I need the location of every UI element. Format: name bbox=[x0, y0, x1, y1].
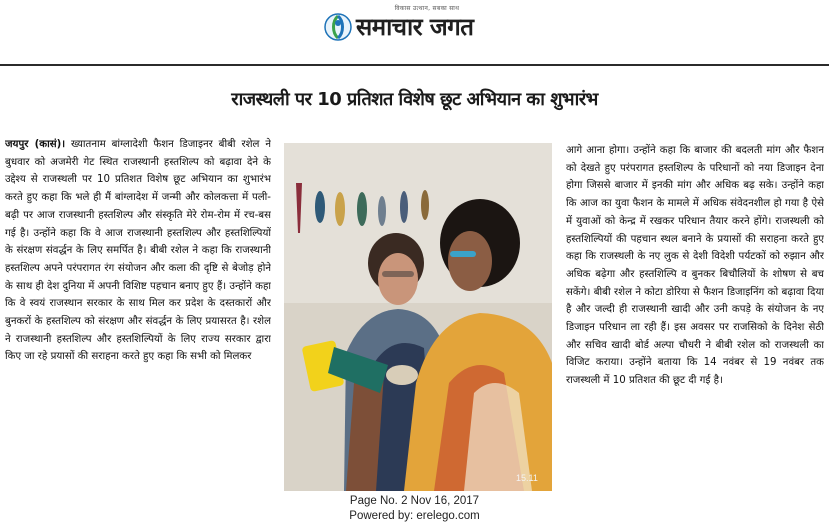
masthead bbox=[0, 0, 829, 60]
article-dateline: जयपुर (कासं)। bbox=[5, 139, 66, 150]
masthead-divider bbox=[0, 64, 829, 66]
logo-globe-icon bbox=[323, 12, 353, 42]
article-column-right: आगे आना होगा। उन्होंने कहा कि बाजार की बदलती मांग और फैशन को देखते हुए परंपरागत हस्तशिल्प के परिधानों को नया डिजाइन देना होगा जिससे बाजार में इनकी मांग और अधिक बढ़ सके। उन्होंने कहा कि आज का युवा फैशन के मामले में अधिक संवेदनशील हो गया है ऐसे में युवाओं को केन्द्र में रखकर परिधान तैयार करने होंगे। राजस्थली को हस्तशिल्पियों की पहचान स्थल बनाने के प्रयासों की सराहना करते हुए कहा कि राजस्थली के नए लुक से देशी विदेशी पर्यटकों को रुझान और अधिक बढ़ेगा और हस्तशिल्पि व बुनकर बिचौलियों के शोषण से बच सकेंगे। बीबी रशेल ने कोटा डोरिया से फैशन डिजाइनिंग को बढ़ावा दिया है और जल्दी ही राजस्थानी खादी और उनी कपड़े के संयोजन के नए डिजाइन परिधान ला रही हैं। इस अवसर पर राजसिको के दिनेश सेठी और सचिव खादी बोर्ड अल्पा चौधरी ने बीबी रशेल को राजस्थली का विजिट कराया। उन्होंने बताया कि 14 नवंबर से 19 नवंबर तक राजस्थली में 10 प्रतिशत की छूट दी गई है। bbox=[566, 145, 824, 387]
logo-tagline: विकास उत्थान, सबका साथ bbox=[394, 5, 460, 12]
article-headline: राजस्थली पर 10 प्रतिशत विशेष छूट अभियान का शुभारंभ bbox=[231, 89, 598, 110]
page-footer bbox=[0, 494, 829, 524]
footer-page-date: Page No. 2 Nov 16, 2017 bbox=[349, 495, 480, 507]
article-photo bbox=[284, 143, 552, 491]
photo-timestamp: 15.11 bbox=[516, 473, 538, 483]
footer-powered-by[interactable]: Powered by: erelego.com bbox=[349, 510, 480, 522]
article-column-left bbox=[5, 136, 271, 490]
article-body-left: ख्यातनाम बांग्लादेशी फैशन डिजाइनर बीबी रशेल ने बुधवार को अजमेरी गेट स्थित राजस्थानी हस्तशिल्प को बढ़ावा देने के उद्देश्य से राजस्थली पर 10 प्रतिशत विशेष छूट अभियान का शुभारंभ करते हुए कहा कि भले ही मैं बांग्लादेश में जन्मी और कोलकत्ता में पली-बढ़ी पर आज राजस्थानी हस्तशिल्प और संस्कृति मेरे रोम-रोम में रच-बस गई है। उन्होंने कहा कि वे आज राजस्थानी हस्तशिल्प और हस्तशिल्पियों के संरक्षण संवर्द्धन के लिए समर्पित है। बीबी रशेल ने कहा कि राजस्थानी हस्तशिल्प अपने परंपरागत रंग संयोजन और कला की दृष्टि से बेजोड़ होने के साथ ही देश दुनिया में अपनी विशिष्ट पहचान बनाए हुए हैं। उन्होंने कहा कि वे स्वयं राजस्थान सरकार के साथ मिल कर प्रदेश के दस्तकारों और बुनकरों के हस्तशिल्प को संरक्षण और संवर्द्धन के लिए प्रयासरत है। रशेल ने राजस्थानी हस्तशिल्प और हस्तशिल्पियों के लिए राज्य सरकार द्वारा किए जा रहे प्रयासों की सराहना करते हुए कहा कि सभी को मिलकर bbox=[5, 139, 271, 363]
newspaper-logo: समाचार जगत bbox=[356, 13, 474, 41]
